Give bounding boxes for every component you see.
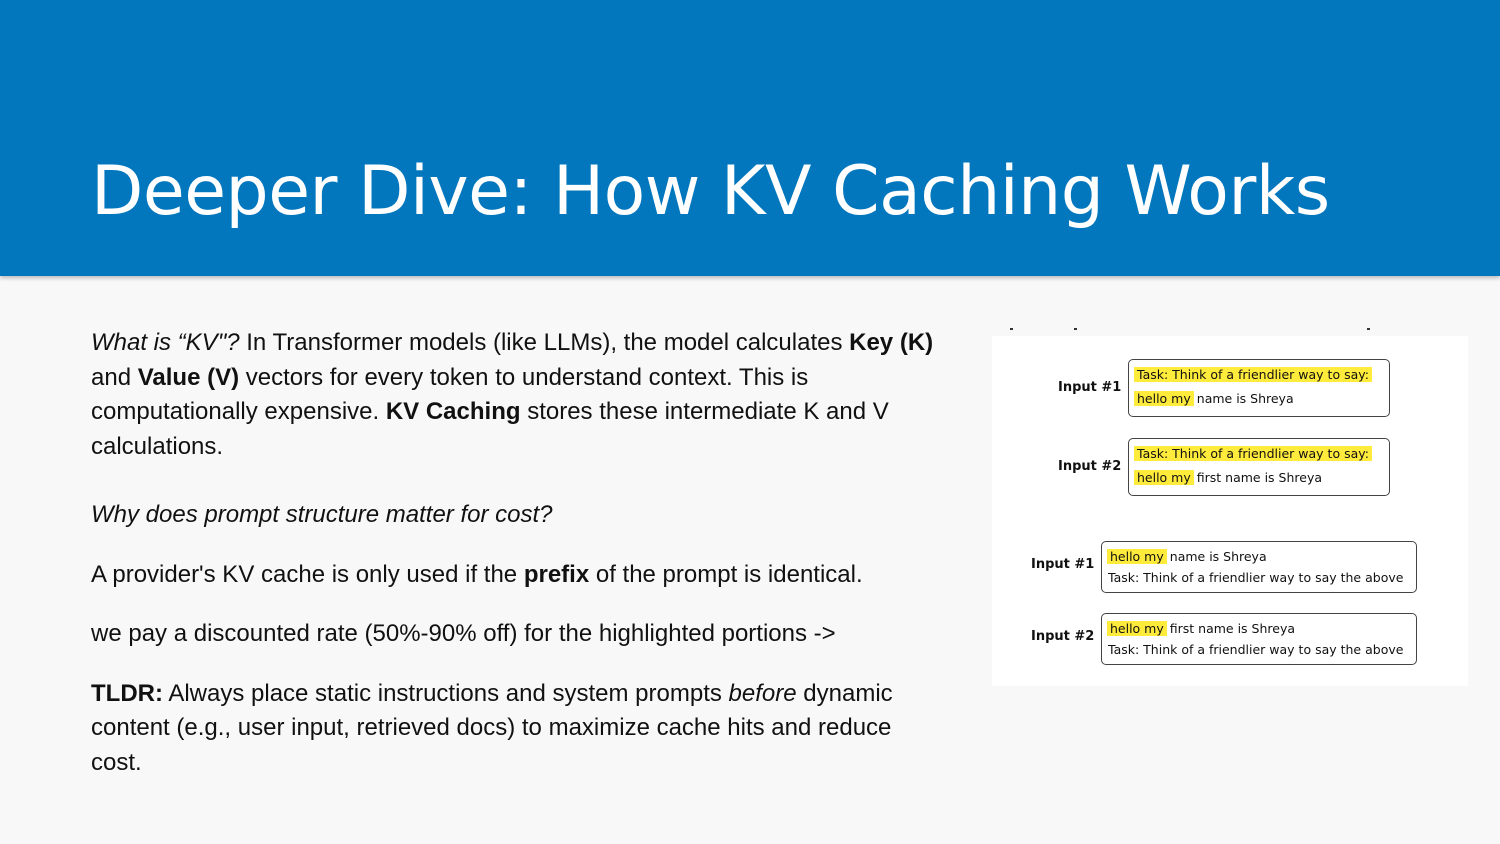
input-label: Input #2 bbox=[1031, 629, 1095, 644]
crop-artifact bbox=[1010, 328, 1013, 330]
prompt-prefix-figure bbox=[992, 336, 1468, 686]
value-term: Value (V) bbox=[137, 363, 240, 391]
kv-definition-paragraph: What is “KV"? In Transformer models (like LLMs), the model calculates Key (K) and Value (V) vectors for every token to understand context. This is computationally expensive. KV Caching stores these intermediate K and V calculations. bbox=[91, 329, 934, 460]
cached-prefix: Task: Think of a friendlier way to say: bbox=[1134, 367, 1372, 382]
slide-body bbox=[91, 326, 941, 805]
slide-title: Deeper Dive: How KV Caching Works bbox=[91, 152, 1330, 231]
prompt-box: hello my first name is Shreya Task: Think of a friendlier way to say the above bbox=[1101, 613, 1417, 665]
prefix-term: prefix bbox=[523, 560, 590, 588]
cached-prefix: hello my bbox=[1134, 391, 1194, 406]
kv-caching-term: KV Caching bbox=[385, 398, 521, 425]
crop-artifact bbox=[1367, 328, 1370, 330]
title-bar bbox=[0, 0, 1500, 276]
cached-prefix: Task: Think of a friendlier way to say: bbox=[1134, 446, 1372, 461]
input-label: Input #1 bbox=[1058, 380, 1122, 395]
tldr-label: TLDR: bbox=[91, 679, 163, 707]
input-label: Input #1 bbox=[1031, 557, 1095, 572]
cached-prefix: hello my bbox=[1107, 621, 1167, 636]
prefix-paragraph: A provider's KV cache is only used if the prefix of the prompt is identical. bbox=[91, 560, 863, 588]
prompt-box: hello my name is Shreya Task: Think of a friendlier way to say the above bbox=[1101, 541, 1417, 593]
prompt-box: Task: Think of a friendlier way to say: hello my name is Shreya bbox=[1128, 359, 1390, 417]
prompt-structure-question: Why does prompt structure matter for cost? bbox=[91, 501, 553, 528]
input-label: Input #2 bbox=[1058, 459, 1122, 474]
tldr-paragraph: TLDR: Always place static instructions and system prompts before dynamic content (e.g., user input, retrieved docs) to maximize cache hits and reduce cost. bbox=[91, 679, 893, 776]
prompt-box: Task: Think of a friendlier way to say: hello my first name is Shreya bbox=[1128, 438, 1390, 496]
before-emphasis: before bbox=[728, 679, 797, 707]
kv-question: What is “KV"? bbox=[91, 329, 240, 356]
key-term: Key (K) bbox=[849, 329, 934, 356]
cached-prefix: hello my bbox=[1134, 470, 1194, 485]
discount-paragraph: we pay a discounted rate (50%-90% off) for the highlighted portions -> bbox=[91, 620, 836, 647]
crop-artifact bbox=[1074, 328, 1077, 330]
cached-prefix: hello my bbox=[1107, 549, 1167, 564]
